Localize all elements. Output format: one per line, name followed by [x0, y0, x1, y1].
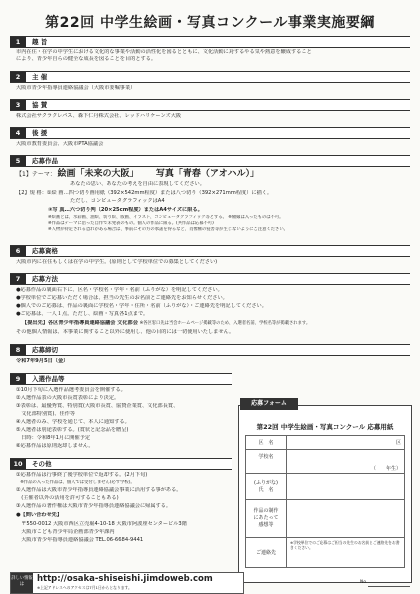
section-label: 応募資格 — [32, 247, 58, 255]
page-title: 第22回 中学生絵画・写真コンクール事業実施要綱 — [45, 15, 375, 31]
spec-note-2: ※作品はテーマに沿った自作で未発表のもの。個人の作品に限る。(共作品は応募不可) — [48, 221, 214, 226]
other-line: ①応募作品は行事終了後学校単位で返却する。(2月下旬) — [16, 472, 148, 478]
winners-line: 日時：令和8年1月に開催予定 — [16, 435, 91, 441]
theme-photo: 写真「青春（アオハル）」 — [155, 169, 260, 179]
contact-heading: ●【問い合わせ先】 — [16, 512, 63, 518]
other-line: ③入選作品の著作権は大阪市青少年指導員連絡協議会に帰属する。 — [16, 503, 172, 509]
form-row-name — [246, 474, 405, 500]
website-note: ※上記アドレスへのアクセスは7月1日からとなります。 — [37, 585, 132, 590]
other-line: ②入選作品は大阪市青少年指導員連絡協議会事業に活用する事がある。 — [16, 487, 182, 493]
name-field[interactable] — [287, 474, 405, 500]
form-tab: 応募フォーム — [240, 398, 298, 410]
number-label: No. — [360, 580, 368, 585]
eligibility-text: 大阪市内に在住もしくは在学の中学生。(原則として学校単位での募集としてください) — [16, 259, 218, 265]
privacy-text: その他個人情報は、本事業に関すること以外に使用し、他の目的には一切使用いたしません。 — [16, 329, 235, 335]
method-line: ●個人でのご応募は、作品の裏面に学校名・学年・住所・名前（ふりがな）・ご連絡先を明記してください。 — [16, 303, 267, 309]
section-header-eligibility — [10, 245, 410, 257]
section-label: 趣 旨 — [32, 38, 48, 46]
section-header-other — [10, 458, 232, 470]
purpose-line-2: により、青少年自らの健全な成長を図ることを目的とする。 — [16, 56, 157, 62]
form-label: (ふりがな) 氏 名 — [246, 474, 287, 500]
spec-note-1: ※絵画とは、水彩画、油絵、切り絵、版画、イラスト、コンピュータグラフィック等とする。 ※額縁は入ったものは不可。 — [48, 215, 284, 220]
method-line: ●応募作品の裏面右下に、区名・学校名・学年・名前（ふりがな）を明記してください。 — [16, 287, 223, 293]
contact-field[interactable]: ※学校単位でのご応募はご担当の先生のお名前とご連絡先をお書きください。 — [287, 538, 405, 568]
section-label: 主 催 — [32, 73, 48, 81]
section-number: 5 — [10, 156, 26, 166]
section-label: 協 賛 — [32, 101, 48, 109]
section-label: 応募作品 — [32, 157, 58, 165]
section-label: 応募方法 — [32, 275, 58, 283]
footer-info-box — [10, 572, 244, 594]
form-label: ご連絡先 — [246, 538, 287, 568]
section-number: 2 — [10, 72, 26, 82]
spec-cg-note: ただし、コンピュータグラフィックはA4 — [70, 198, 165, 204]
form-label: 区 名 — [246, 436, 287, 450]
section-number: 7 — [10, 274, 26, 284]
section-label: 入選作品等 — [32, 375, 65, 383]
section-header-method — [10, 273, 410, 285]
contact-line: 大阪市こども青少年局企画部青少年課内 — [16, 529, 115, 535]
form-row-impressions — [246, 500, 405, 538]
spec-painting: ①絵 画…四つ切り画用紙（392×542mm程度）または八つ切り（392×271mm程度）に描く。 — [46, 190, 273, 196]
contact-line: 〒550-0012 大阪市西区立売堀4-10-18 大阪市阿波座センタービル3階 — [16, 521, 187, 527]
winners-line: ⑤入選者は別途表彰する。(賞状と記念品を贈呈) — [16, 427, 129, 433]
spec-photo: ②写 真…六つ切り判（20×25cm程度）またはA4サイズに限る。 — [48, 207, 203, 213]
section-number: 1 — [10, 37, 26, 47]
section-header-sponsor — [10, 99, 410, 111]
form-label: 作品の制作 にあたって 感想等 — [246, 500, 287, 538]
section-header-winners — [10, 373, 232, 385]
form-heading: 第22回 中学生絵画・写真コンクール 応募用紙 — [256, 423, 394, 431]
section-label: 応募締切 — [32, 346, 58, 354]
impressions-field[interactable] — [287, 500, 405, 538]
spec-prefix: 【2】規 格： — [16, 190, 47, 196]
section-header-deadline — [10, 344, 410, 356]
theme-painting: 絵画「未来の大阪」 — [57, 169, 139, 179]
winners-line: ③表彰は、最優秀賞、特別賞(大阪市長賞、協賛企業賞、文化部長賞、 — [16, 403, 179, 409]
winners-line: ④入選者のみ、学校を通じて、本人に通知する。 — [16, 419, 130, 425]
info-badge: 詳しい情報は — [11, 573, 33, 593]
spec-line-1 — [16, 190, 408, 197]
grade-field[interactable]: （ 年生） — [287, 464, 405, 474]
form-label — [246, 464, 287, 474]
section-number: 8 — [10, 345, 26, 355]
form-row-ward — [246, 436, 405, 450]
section-label: その他 — [32, 460, 52, 468]
section-header-entries — [10, 155, 410, 167]
winners-line: 文化部特別賞)、佳作等 — [16, 411, 76, 417]
form-row-contact — [246, 538, 405, 568]
website-link[interactable]: http://osaka-shiseishi.jimdoweb.com — [37, 574, 213, 584]
section-number: 9 — [10, 374, 26, 384]
section-number: 4 — [10, 128, 26, 138]
number-line — [368, 586, 410, 587]
theme-note: あなたの思い、あなたの考えを自由に表現してください。 — [70, 181, 205, 187]
section-header-organizer — [10, 71, 410, 83]
winners-line: ①10月下旬に入選作品選考委員会を開催する。 — [16, 387, 126, 393]
entry-form — [238, 405, 412, 583]
form-row-school — [246, 450, 405, 464]
contact-line: 大阪市青少年指導員連絡協議会 TEL.06-6684-9441 — [16, 537, 144, 543]
section-header-purpose — [10, 36, 410, 48]
section-number: 3 — [10, 100, 26, 110]
form-row-grade — [246, 464, 405, 474]
organizer-text: 大阪市青少年指導員連絡協議会（大阪市委嘱事業） — [16, 85, 136, 91]
deadline-text: 令和7年9月5日（金） — [16, 358, 69, 364]
form-table — [245, 435, 405, 568]
purpose-line-1: 市内在住・在学の中学生における文化的な事業や活動の活性化を図るとともに、文化活動に対するやる気や熱意を醸成すること — [16, 49, 312, 55]
submit-label: 【提出先】各区青少年指導員連絡協議会 文化部会 — [22, 320, 138, 326]
ward-field[interactable]: 区 — [287, 436, 405, 450]
spec-note-3: ※人物が特定される恐れがある場合は、事前にその方の承諾を得るなど、肖像権の侵害等が生じないようにご注意ください。 — [48, 227, 288, 232]
submit-line — [22, 320, 414, 327]
other-line: ※作品の入った作品は、個人では受付しません(必ず学校)。 — [16, 480, 135, 485]
support-text: 大阪市教育委員会、大阪市PTA協議会 — [16, 141, 104, 147]
other-line: (主催者以外の活用を許可することもある) — [16, 495, 119, 501]
theme-prefix: 【1】テーマ： — [16, 171, 56, 178]
winners-line: ⑥応募作品は原則返却しません。 — [16, 443, 94, 449]
section-number: 10 — [10, 459, 26, 469]
winners-line: ②入選作品表の大阪市長賞表彰により決定。 — [16, 395, 120, 401]
sponsor-text: 株式会社サクラクレパス、森下仁丹株式会社、レッドハリケーンズ大阪 — [16, 113, 182, 119]
theme-line — [16, 168, 408, 180]
form-label: 学校名 — [246, 450, 287, 464]
method-line: ●ご応募は、一人１点。ただし、絵画・写真各1点まで。 — [16, 311, 149, 317]
section-header-support — [10, 127, 410, 139]
school-field[interactable] — [287, 450, 405, 464]
section-label: 後 援 — [32, 129, 48, 137]
submit-note: ※各区窓口先は当会ホームページ掲載等のため、入選者名前、学校名等が掲載されます。 — [139, 321, 311, 326]
section-number: 6 — [10, 246, 26, 256]
method-line: ●学校単位でご応募いただく場合は、担当の先生のお名前とご連絡先をお知らせください。 — [16, 295, 228, 301]
